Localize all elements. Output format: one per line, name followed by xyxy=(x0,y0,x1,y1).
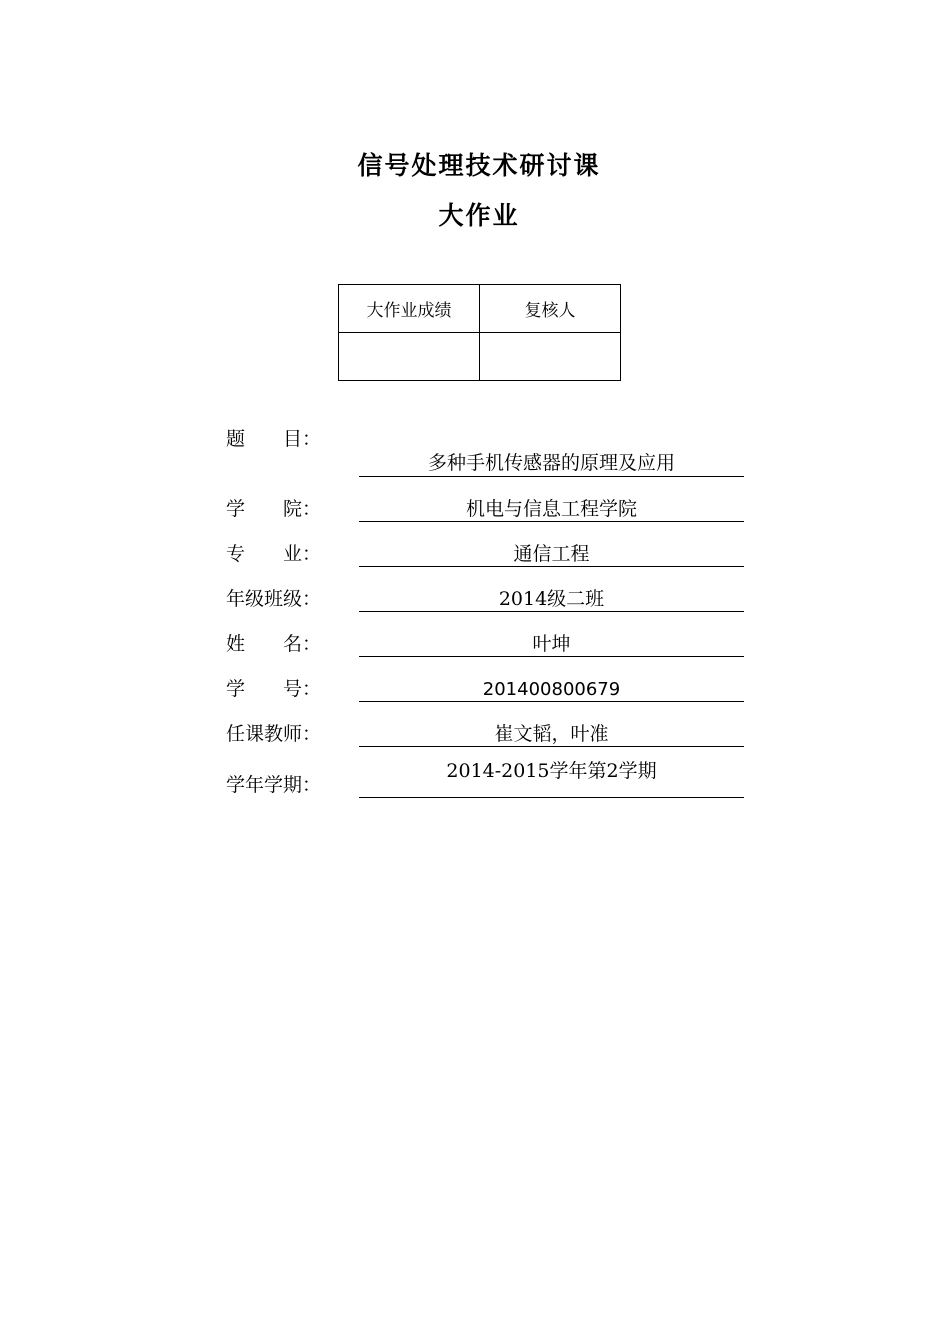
major-underline xyxy=(359,566,744,567)
class-value: 2014级二班 xyxy=(498,588,605,610)
student-id-label: 学 号： xyxy=(226,678,322,700)
name-value: 叶坤 xyxy=(532,633,571,655)
name-label: 姓 名： xyxy=(226,633,322,655)
info-row-student-id xyxy=(226,678,746,718)
student-id-value: 201400800679 xyxy=(482,679,621,700)
info-row-major xyxy=(226,543,746,583)
term-value: 2014-2015学年第2学期 xyxy=(446,760,657,782)
college-underline xyxy=(359,521,744,522)
teacher-underline xyxy=(359,746,744,747)
grade-value-cell[interactable] xyxy=(339,333,480,381)
major-label: 专 业： xyxy=(226,543,322,565)
topic-label: 题 目： xyxy=(226,428,322,450)
class-label: 年级班级： xyxy=(226,588,322,610)
info-row-term xyxy=(226,762,746,802)
info-row-name xyxy=(226,633,746,673)
grade-table-header-row xyxy=(339,285,621,333)
info-row-teacher xyxy=(226,723,746,763)
info-row-topic xyxy=(226,428,746,474)
college-value: 机电与信息工程学院 xyxy=(465,498,637,520)
term-label: 学年学期： xyxy=(226,774,322,796)
info-row-college xyxy=(226,498,746,538)
grade-table xyxy=(338,284,621,381)
topic-value: 多种手机传感器的原理及应用 xyxy=(427,452,675,474)
reviewer-header-cell: 复核人 xyxy=(480,285,621,333)
document-title: 信号处理技术研讨课 xyxy=(357,151,601,180)
grade-table-value-row xyxy=(339,333,621,381)
grade-header-cell: 大作业成绩 xyxy=(339,285,480,333)
info-row-class xyxy=(226,588,746,628)
class-underline xyxy=(359,611,744,612)
reviewer-value-cell[interactable] xyxy=(480,333,621,381)
name-underline xyxy=(359,656,744,657)
document-subtitle: 大作业 xyxy=(438,201,520,230)
major-value: 通信工程 xyxy=(513,543,590,565)
student-id-underline xyxy=(359,701,744,702)
term-underline xyxy=(359,797,744,798)
college-label: 学 院： xyxy=(226,498,322,520)
teacher-value: 崔文韬，叶准 xyxy=(494,723,609,745)
teacher-label: 任课教师： xyxy=(226,723,322,745)
topic-underline xyxy=(359,476,744,477)
